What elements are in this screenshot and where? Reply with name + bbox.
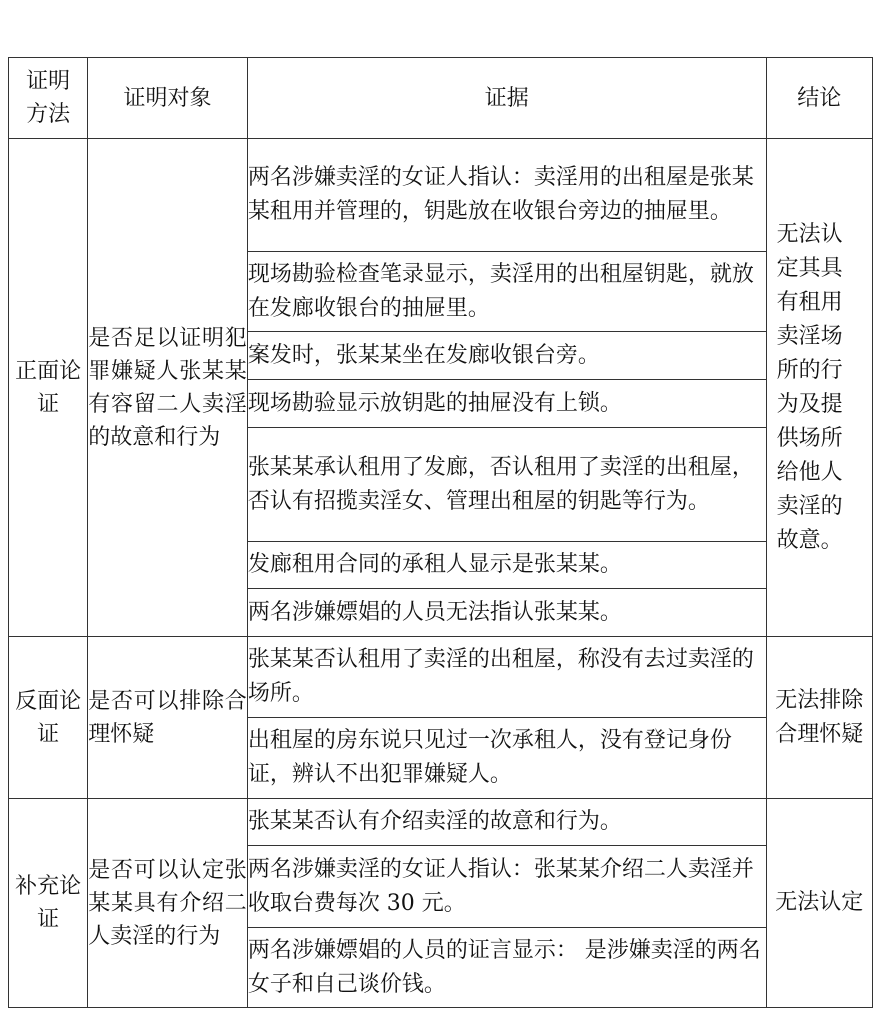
evidence-cell: 出租屋的房东说只见过一次承租人，没有登记身份证，辨认不出犯罪嫌疑人。 (247, 718, 766, 799)
object-cell-negative: 是否可以排除合理怀疑 (88, 637, 248, 799)
evidence-cell: 案发时，张某某坐在发廊收银台旁。 (247, 332, 766, 380)
method-cell-supplementary: 补充论证 (9, 799, 88, 1008)
evidence-cell: 两名涉嫌卖淫的女证人指认：卖淫用的出租屋是张某某租用并管理的，钥匙放在收银台旁边的抽屉里。 (247, 139, 766, 252)
evidence-cell: 两名涉嫌卖淫的女证人指认：张某某介绍二人卖淫并收取台费每次 30 元。 (247, 846, 766, 928)
evidence-cell: 发廊租用合同的承租人显示是张某某。 (247, 542, 766, 589)
evidence-cell: 两名涉嫌嫖娼的人员的证言显示： 是涉嫌卖淫的两名女子和自己谈价钱。 (247, 928, 766, 1008)
evidence-cell: 两名涉嫌嫖娼的人员无法指认张某某。 (247, 589, 766, 637)
evidence-cell: 现场勘验显示放钥匙的抽屉没有上锁。 (247, 380, 766, 428)
table-row (9, 139, 873, 252)
evidence-cell: 张某某否认租用了卖淫的出租屋，称没有去过卖淫的场所。 (247, 637, 766, 718)
conclusion-cell-positive: 无法认定其具有租用卖淫场所的行为及提供场所给他人卖淫的故意。 (766, 139, 872, 637)
evidence-table (8, 57, 873, 1008)
header-row (9, 58, 873, 139)
header-object: 证明对象 (88, 58, 248, 139)
evidence-cell: 张某某否认有介绍卖淫的故意和行为。 (247, 799, 766, 846)
object-cell-positive: 是否足以证明犯罪嫌疑人张某某有容留二人卖淫的故意和行为 (88, 139, 248, 637)
object-cell-supplementary: 是否可以认定张某某具有介绍二人卖淫的行为 (88, 799, 248, 1008)
header-method: 证明方法 (9, 58, 88, 139)
table-row (9, 637, 873, 718)
header-evidence: 证据 (247, 58, 766, 139)
method-cell-negative: 反面论证 (9, 637, 88, 799)
evidence-cell: 现场勘验检查笔录显示，卖淫用的出租屋钥匙，就放在发廊收银台的抽屉里。 (247, 252, 766, 332)
evidence-cell: 张某某承认租用了发廊，否认租用了卖淫的出租屋，否认有招揽卖淫女、管理出租屋的钥匙等行为。 (247, 428, 766, 542)
conclusion-cell-supplementary: 无法认定 (766, 799, 872, 1008)
conclusion-cell-negative: 无法排除合理怀疑 (766, 637, 872, 799)
header-conclusion: 结论 (766, 58, 872, 139)
table-row (9, 799, 873, 846)
method-cell-positive: 正面论证 (9, 139, 88, 637)
